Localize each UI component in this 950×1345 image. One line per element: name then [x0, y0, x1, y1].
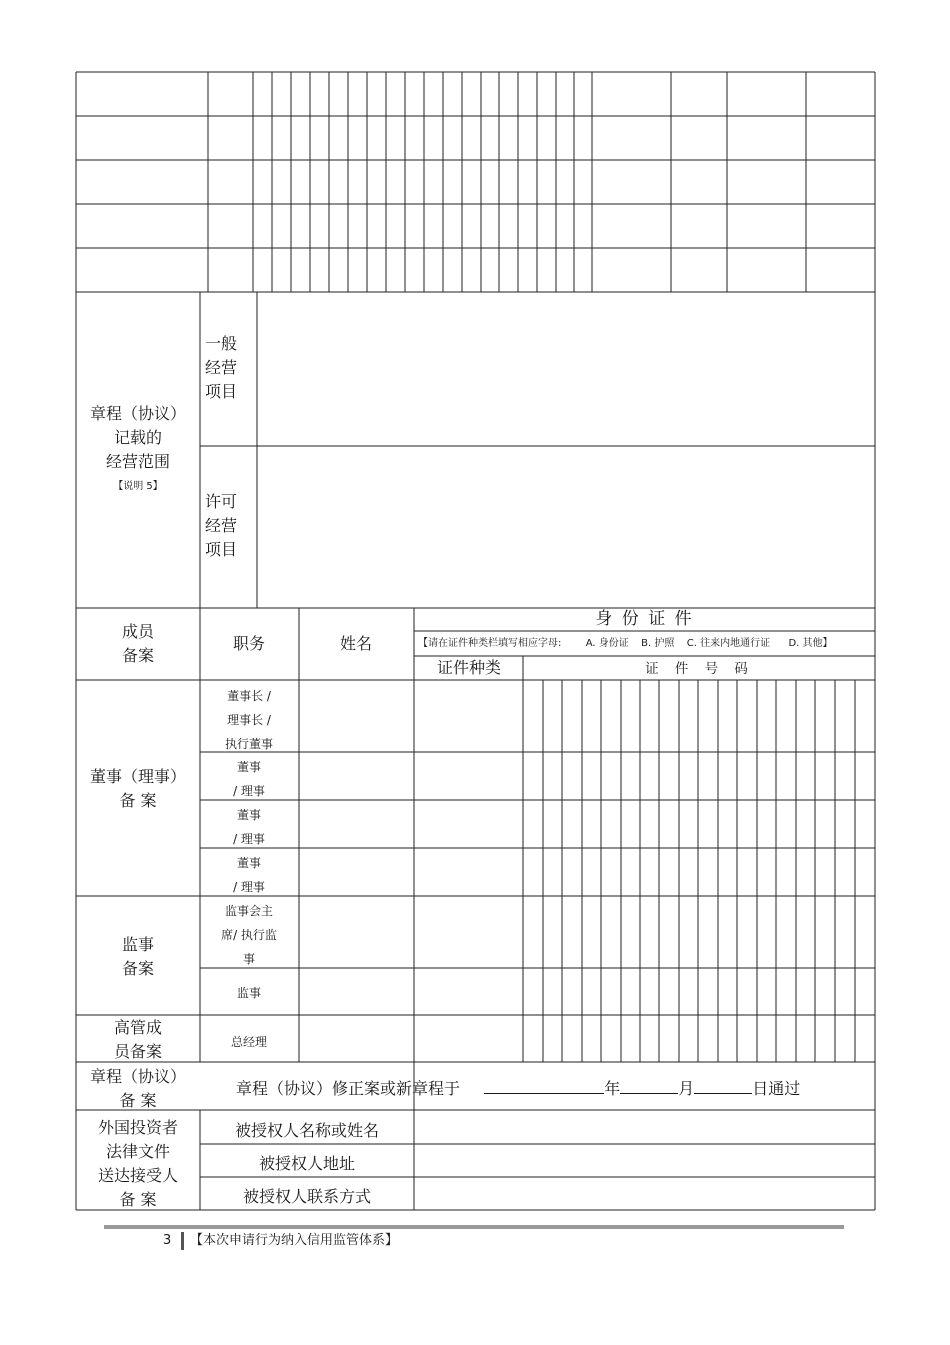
member-name-field[interactable] — [300, 801, 413, 847]
member-name-field[interactable] — [300, 753, 413, 799]
member-id-number-field[interactable] — [524, 897, 874, 967]
member-name-field[interactable] — [300, 969, 413, 1014]
supervisors-label: 监事 备案 — [121, 935, 154, 978]
top-blank-row[interactable] — [77, 249, 874, 292]
charter-year-label: 年 — [604, 1079, 621, 1098]
agent-address-field[interactable] — [416, 1146, 873, 1177]
name-header: 姓名 — [339, 634, 372, 653]
member-id-type-field[interactable] — [415, 801, 522, 847]
footer-note: 【本次申请行为纳入信用监管体系】 — [190, 1233, 399, 1248]
agent-contact-label: 被授权人联系方式 — [242, 1187, 371, 1206]
charter-label: 章程（协议） 备 案 — [89, 1067, 186, 1110]
member-id-number-field[interactable] — [524, 681, 874, 751]
id-option-c: C. 往来内地通行证 — [686, 638, 771, 649]
top-blank-row[interactable] — [77, 117, 874, 160]
member-name-field[interactable] — [300, 849, 413, 895]
supervisor-position-member: 监事 — [236, 986, 261, 1000]
agent-address-label: 被授权人地址 — [258, 1154, 355, 1173]
top-blank-row[interactable] — [77, 73, 874, 116]
executives-label: 高管成 员备案 — [113, 1018, 162, 1061]
license-scope-field[interactable] — [259, 448, 873, 606]
member-id-type-field[interactable] — [415, 897, 522, 967]
charter-year-field[interactable] — [484, 1077, 604, 1094]
id-instruction — [418, 637, 873, 651]
director-position-3: 董事 / 理事 — [233, 856, 265, 894]
member-name-field[interactable] — [300, 1016, 413, 1061]
charter-month-field[interactable] — [620, 1077, 678, 1094]
member-id-type-field[interactable] — [415, 849, 522, 895]
member-id-number-field[interactable] — [524, 1016, 874, 1061]
footer-separator — [181, 1232, 184, 1250]
directors-label: 董事（理事） 备 案 — [89, 767, 186, 810]
agent-name-field[interactable] — [416, 1112, 873, 1144]
id-instruction-prefix: 【请在证件种类栏填写相应字母: — [418, 638, 562, 649]
supervisor-position-chair: 监事会主 席/ 执行监 事 — [221, 904, 277, 966]
charter-statement-line — [236, 1077, 800, 1101]
member-id-number-field[interactable] — [524, 849, 874, 895]
member-id-type-field[interactable] — [415, 753, 522, 799]
agent-name-label: 被授权人名称或姓名 — [234, 1121, 379, 1140]
id-type-header: 证件种类 — [436, 658, 501, 677]
agent-contact-field[interactable] — [416, 1179, 873, 1210]
director-position-1: 董事 / 理事 — [233, 760, 265, 798]
top-blank-row[interactable] — [77, 161, 874, 204]
position-header: 职务 — [232, 634, 265, 653]
director-position-2: 董事 / 理事 — [233, 808, 265, 846]
license-scope-label: 许可 经营 项目 — [205, 492, 238, 559]
id-option-d: D. 其他】 — [788, 638, 833, 649]
footer-divider — [104, 1225, 844, 1229]
id-header: 身 份 证 件 — [595, 609, 694, 629]
member-id-number-field[interactable] — [524, 969, 874, 1014]
charter-month-label: 月 — [678, 1079, 695, 1098]
top-blank-row[interactable] — [77, 205, 874, 248]
charter-day-label: 日通过 — [752, 1079, 801, 1098]
business-scope-label: 章程（协议） 记载的 经营范围 — [89, 404, 186, 471]
member-id-type-field[interactable] — [415, 1016, 522, 1061]
general-scope-label: 一般 经营 项目 — [205, 334, 238, 401]
id-option-a: A. 身份证 — [585, 638, 629, 649]
member-name-field[interactable] — [300, 897, 413, 967]
member-name-field[interactable] — [300, 681, 413, 751]
charter-day-field[interactable] — [694, 1077, 752, 1094]
id-number-header: 证 件 号 码 — [645, 661, 754, 677]
executive-position-gm: 总经理 — [230, 1035, 267, 1049]
charter-statement: 章程（协议）修正案或新章程于 — [236, 1079, 461, 1098]
page-number: 3 — [163, 1233, 172, 1248]
members-header-label: 成员 备案 — [121, 622, 154, 665]
id-option-b: B. 护照 — [641, 638, 675, 649]
member-id-type-field[interactable] — [415, 969, 522, 1014]
member-id-type-field[interactable] — [415, 681, 522, 751]
business-scope-note: 【说明 5】 — [113, 481, 163, 492]
agent-label: 外国投资者 法律文件 送达接受人 备 案 — [97, 1118, 178, 1209]
director-position-chairman: 董事长 / 理事长 / 执行董事 — [224, 689, 273, 751]
general-scope-field[interactable] — [259, 294, 873, 445]
member-id-number-field[interactable] — [524, 801, 874, 847]
member-id-number-field[interactable] — [524, 753, 874, 799]
